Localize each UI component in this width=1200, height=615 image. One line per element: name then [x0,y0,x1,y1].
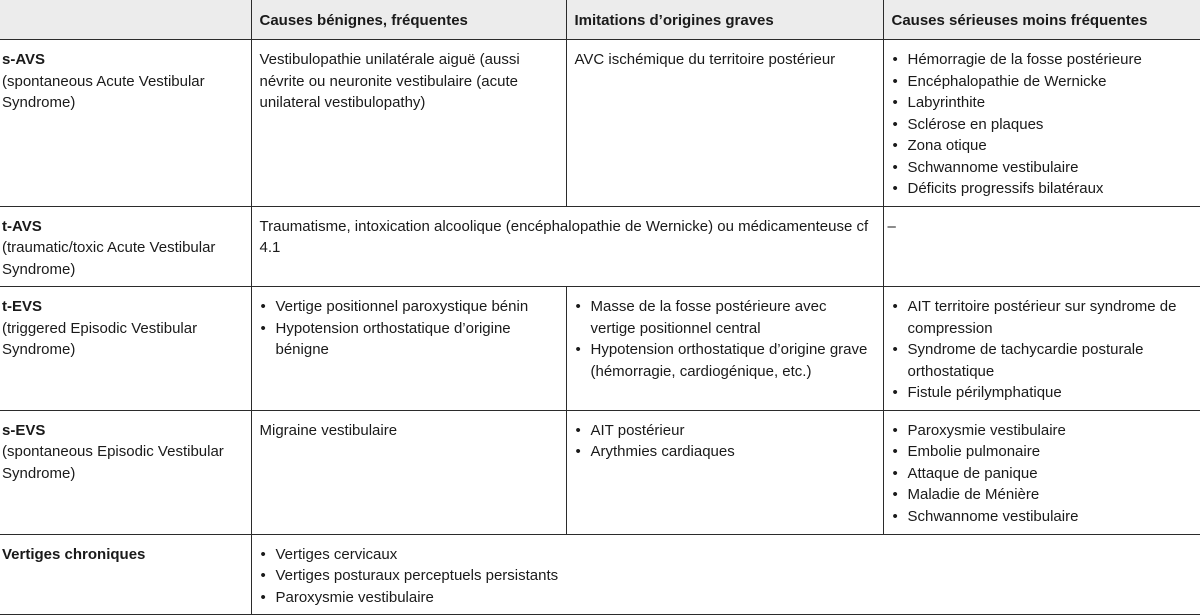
row-abbr: s-EVS [2,421,46,439]
cell-mimic: AVC ischémique du territoire postérieur [566,40,883,207]
list-item: • Maladie de Ménière [892,484,1193,506]
chronic-list [260,544,1193,609]
list-item: • Zona otique [892,135,1193,157]
cell-benign-mimic-merged: Traumatisme, intoxication alcoolique (encéphalopathie de Wernicke) ou médicamenteuse cf 4.1 [251,206,883,287]
row-header-t-avs [0,206,251,287]
list-item: • Encéphalopathie de Wernicke [892,71,1193,93]
benign-list [260,296,558,361]
list-item: • Schwannome vestibulaire [892,157,1193,179]
list-item: • AIT postérieur [575,420,875,442]
list-item: • Labyrinthite [892,92,1193,114]
row-abbr: Vertiges chroniques [2,545,146,563]
list-item: • AIT territoire postérieur sur syndrome de compression [892,296,1193,339]
list-item: • Masse de la fosse postérieure avec vertige positionnel central [575,296,875,339]
list-item: • Arythmies cardiaques [575,441,875,463]
row-t-avs [0,206,1200,287]
header-mimic: Imitations d’origines graves [566,0,883,40]
serious-list [892,420,1193,528]
list-item: • Attaque de panique [892,463,1193,485]
cell-mimic [566,287,883,411]
list-item: • Sclérose en plaques [892,114,1193,136]
row-abbr: t-AVS [2,217,42,235]
cell-benign: Vestibulopathie unilatérale aiguë (aussi névrite ou neuronite vestibulaire (acute unilateral vestibulopathy) [251,40,566,207]
mimic-list [575,296,875,382]
cell-serious [883,287,1200,411]
cell-serious: – [883,206,1200,287]
list-item: • Hypotension orthostatique d’origine bénigne [260,318,558,361]
row-header-chronic [0,534,251,615]
mimic-list [575,420,875,463]
header-corner [0,0,251,40]
list-item: • Hypotension orthostatique d’origine grave (hémorragie, cardiogénique, etc.) [575,339,875,382]
list-item: • Fistule périlymphatique [892,382,1193,404]
header-benign: Causes bénignes, fréquentes [251,0,566,40]
serious-list [892,296,1193,404]
cell-serious [883,410,1200,534]
row-s-evs [0,410,1200,534]
row-s-avs [0,40,1200,207]
cell-mimic [566,410,883,534]
list-item: • Schwannome vestibulaire [892,506,1193,528]
list-item: • Embolie pulmonaire [892,441,1193,463]
cell-chronic-merged [251,534,1200,615]
list-item: • Vertige positionnel paroxystique bénin [260,296,558,318]
row-full-name: (spontaneous Acute Vestibular Syndrome) [2,72,205,111]
row-abbr: s-AVS [2,51,46,68]
list-item: • Vertiges cervicaux [260,544,1193,566]
header-serious: Causes sérieuses moins fréquentes [883,0,1200,40]
header-row [0,0,1200,40]
list-item: • Hémorragie de la fosse postérieure [892,49,1193,71]
row-header-t-evs [0,287,251,411]
row-full-name: (traumatic/toxic Acute Vestibular Syndrome) [2,239,216,278]
serious-list [892,49,1193,200]
list-item: • Déficits progressifs bilatéraux [892,178,1193,200]
list-item: • Paroxysmie vestibulaire [892,420,1193,442]
row-t-evs [0,287,1200,411]
row-abbr: t-EVS [2,298,43,315]
row-chronic [0,534,1200,615]
row-header-s-avs [0,40,251,207]
cell-serious [883,40,1200,207]
row-full-name: (triggered Episodic Vestibular Syndrome) [2,319,198,358]
cell-benign: Migraine vestibulaire [251,410,566,534]
list-item: • Vertiges posturaux perceptuels persistants [260,565,1193,587]
list-item: • Syndrome de tachycardie posturale orthostatique [892,339,1193,382]
row-header-s-evs [0,410,251,534]
list-item: • Paroxysmie vestibulaire [260,587,1193,609]
row-full-name: (spontaneous Episodic Vestibular Syndrome) [2,443,224,482]
cell-benign [251,287,566,411]
